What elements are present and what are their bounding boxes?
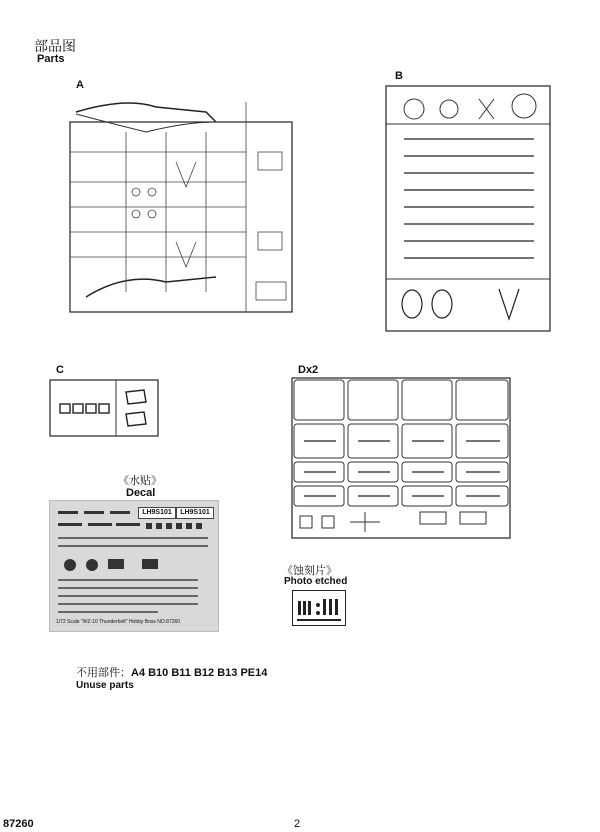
decal-title: Decal <box>126 487 156 499</box>
sprue-d-label: Dx2 <box>298 364 319 376</box>
photo-etched-title-cn: 《蚀刻片》 <box>282 564 337 577</box>
unused-parts-title: Unuse parts <box>76 680 134 691</box>
page-number: 2 <box>294 818 301 830</box>
sprue-c-label: C <box>56 364 64 376</box>
decal-code-left: LH9S101 <box>138 507 176 519</box>
sprue-b-label: B <box>395 70 403 82</box>
unused-parts-title-cn: 不用部件： <box>76 666 131 679</box>
decal-code-right: LH9S101 <box>176 507 214 519</box>
sprue-a <box>66 92 296 317</box>
decal-sheet <box>49 500 219 632</box>
model-number: 87260 <box>3 818 34 830</box>
photo-etched-fret <box>292 590 346 626</box>
sprue-c <box>48 378 160 438</box>
decal-title-cn: 《水贴》 <box>118 474 162 487</box>
page-title: Parts <box>37 53 65 65</box>
unused-parts-row <box>76 664 267 680</box>
photo-etched-title: Photo etched <box>284 576 348 587</box>
unused-parts-list: A4 B10 B11 B12 B13 PE14 <box>131 667 268 679</box>
sprue-b <box>384 84 554 334</box>
sprue-d <box>290 376 512 540</box>
page-title-cn: 部品图 <box>34 39 76 55</box>
sprue-a-label: A <box>76 79 84 91</box>
decal-footer: 1/72 Scale "WZ-10 Thunderbolt" Hobby Boss NO.87260 <box>56 619 181 625</box>
